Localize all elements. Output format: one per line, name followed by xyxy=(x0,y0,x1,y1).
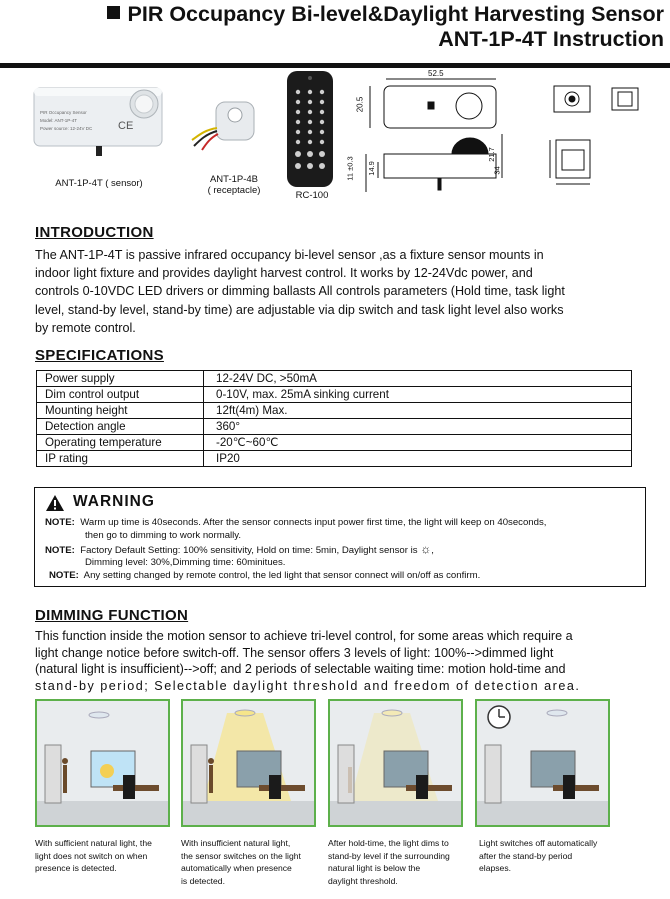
dimming-line: (natural light is insufficient)-->off; and 2 periods of selectable waiting time: motion hold-time and xyxy=(35,662,566,677)
dim-34: 34 xyxy=(492,166,502,175)
introduction-line: by remote control. xyxy=(35,320,136,335)
spec-label: Power supply xyxy=(37,371,204,387)
dim-width: 52.5 xyxy=(428,69,444,78)
receptacle-drawing xyxy=(540,78,650,190)
scene-caption-4 xyxy=(479,837,621,875)
caption-line: stand-by level if the surrounding xyxy=(328,850,450,861)
dimming-line: stand-by period; Selectable daylight threshold and freedom of detection area. xyxy=(35,678,581,693)
note-1-line1: Warm up time is 40seconds. After the sensor connects input power first time, the light will keep on 40seconds, xyxy=(80,517,547,528)
caption-line: Light switches off automatically xyxy=(479,838,598,848)
scene-caption-1 xyxy=(35,837,177,875)
receptacle-caption xyxy=(190,174,278,196)
ce-mark: CE xyxy=(118,120,134,132)
remote-control-photo xyxy=(286,70,334,188)
table-row xyxy=(37,451,632,467)
spec-value: 0-10V, max. 25mA sinking current xyxy=(204,387,632,403)
specifications-heading: SPECIFICATIONS xyxy=(35,347,164,364)
spec-label: Dim control output xyxy=(37,387,204,403)
dim-217: 21.7 xyxy=(486,147,496,162)
dim-11: 11 ±0.3 xyxy=(345,156,355,181)
note-2-line2: Dimming level: 30%,Dimming time: 60minitues. xyxy=(85,557,286,568)
dimming-heading: DIMMING FUNCTION xyxy=(35,607,189,624)
introduction-line: The ANT-1P-4T is passive infrared occupancy bi-level sensor ,as a fixture sensor mounts in xyxy=(35,248,544,262)
caption-line: With sufficient natural light, the xyxy=(35,838,152,848)
spec-value: 12-24V DC, >50mA xyxy=(204,371,632,387)
scene-caption-2 xyxy=(181,837,323,887)
caption-line: after the stand-by period xyxy=(479,850,573,861)
dimming-line: light change notice before switch-off. The sensor offers 3 levels of light: 100%-->dimmed light xyxy=(35,645,554,660)
receptacle-type: ( receptacle) xyxy=(207,185,261,196)
caption-line: natural light is below the xyxy=(328,863,421,873)
scene-daylight-sufficient xyxy=(35,699,170,827)
header-divider xyxy=(0,63,670,68)
receptacle-photo xyxy=(190,92,260,152)
note-3-text: Any setting changed by remote control, the led light that sensor connect will on/off as confirm. xyxy=(83,570,481,581)
caption-line: After hold-time, the light dims to xyxy=(328,838,449,848)
page-title-line1 xyxy=(107,2,664,27)
note-label: NOTE: xyxy=(45,545,75,556)
sensor-caption: ANT-1P-4T ( sensor) xyxy=(55,178,143,189)
scene-light-off xyxy=(475,699,610,827)
introduction-heading: INTRODUCTION xyxy=(35,224,154,241)
scene-stand-by-dimmed xyxy=(328,699,463,827)
sun-icon: ☼ xyxy=(420,542,432,556)
bullet-square-icon xyxy=(107,6,120,19)
spec-value: IP20 xyxy=(204,451,632,467)
note-2-line1: Factory Default Setting: 100% sensitivity, Hold on time: 5min, Daylight sensor is xyxy=(80,545,418,556)
title-text: PIR Occupancy Bi-level&Daylight Harvesting Sensor xyxy=(127,2,664,26)
specifications-table xyxy=(36,370,632,467)
introduction-line: controls 0-10VDC LED drivers or dimming ballasts All controls parameters (Hold time, task light xyxy=(35,284,565,299)
scene-light-on xyxy=(181,699,316,827)
sensor-label-line: PIR Occupancy Sensor xyxy=(40,110,87,115)
introduction-line: indoor light fixture and provides daylight harvest control. It works by 12-24Vdc power, and xyxy=(35,266,533,281)
caption-line: is detected. xyxy=(181,875,225,886)
note-1-line2: then go to dimming to work normally. xyxy=(85,530,242,541)
note-label: NOTE: xyxy=(45,517,75,528)
dimming-line: This function inside the motion sensor to achieve tri-level control, for some areas which require a xyxy=(35,629,573,643)
warning-triangle-icon xyxy=(45,494,65,517)
caption-line: With insufficient natural light, xyxy=(181,838,291,848)
warning-title: WARNING xyxy=(73,493,155,510)
spec-label: Mounting height xyxy=(37,403,204,419)
caption-line: daylight threshold. xyxy=(328,875,398,886)
caption-line: the sensor switches on the light xyxy=(181,850,301,861)
spec-label: IP rating xyxy=(37,451,204,467)
page-title-line2: ANT-1P-4T Instruction xyxy=(438,27,664,51)
dim-149: 14.9 xyxy=(366,161,376,176)
scene-caption-3 xyxy=(328,837,470,887)
note-3 xyxy=(49,569,480,583)
caption-line: automatically when presence xyxy=(181,863,292,873)
note-1 xyxy=(45,516,546,530)
table-row xyxy=(37,403,632,419)
table-row xyxy=(37,435,632,451)
caption-line: presence is detected. xyxy=(35,863,117,873)
dimension-drawing xyxy=(345,69,506,200)
spec-value: 360° xyxy=(204,419,632,435)
sensor-photo xyxy=(32,80,167,160)
warning-box xyxy=(34,487,646,587)
note-2-tail: , xyxy=(431,545,434,556)
remote-caption: RC-100 xyxy=(295,190,329,201)
sensor-label-line: Model: ANT-1P-4T xyxy=(40,118,78,123)
receptacle-model: ANT-1P-4B xyxy=(209,174,259,185)
introduction-line: level, stand-by level, stand-by time) are adjustable via dip switch and task light level also works xyxy=(35,302,564,317)
introduction-text xyxy=(35,246,655,337)
dimming-text xyxy=(35,628,655,694)
caption-line: light does not switch on when xyxy=(35,850,148,861)
spec-label: Operating temperature xyxy=(37,435,204,451)
table-row xyxy=(37,419,632,435)
spec-value: -20℃~60℃ xyxy=(204,435,632,451)
sensor-label-line: Power source: 12-24V DC xyxy=(40,126,93,131)
note-label: NOTE: xyxy=(49,570,79,581)
table-row xyxy=(37,387,632,403)
table-row xyxy=(37,371,632,387)
caption-line: elapses. xyxy=(479,863,512,873)
spec-label: Detection angle xyxy=(37,419,204,435)
spec-value: 12ft(4m) Max. xyxy=(204,403,632,419)
dim-height-top: 20.5 xyxy=(355,96,365,113)
